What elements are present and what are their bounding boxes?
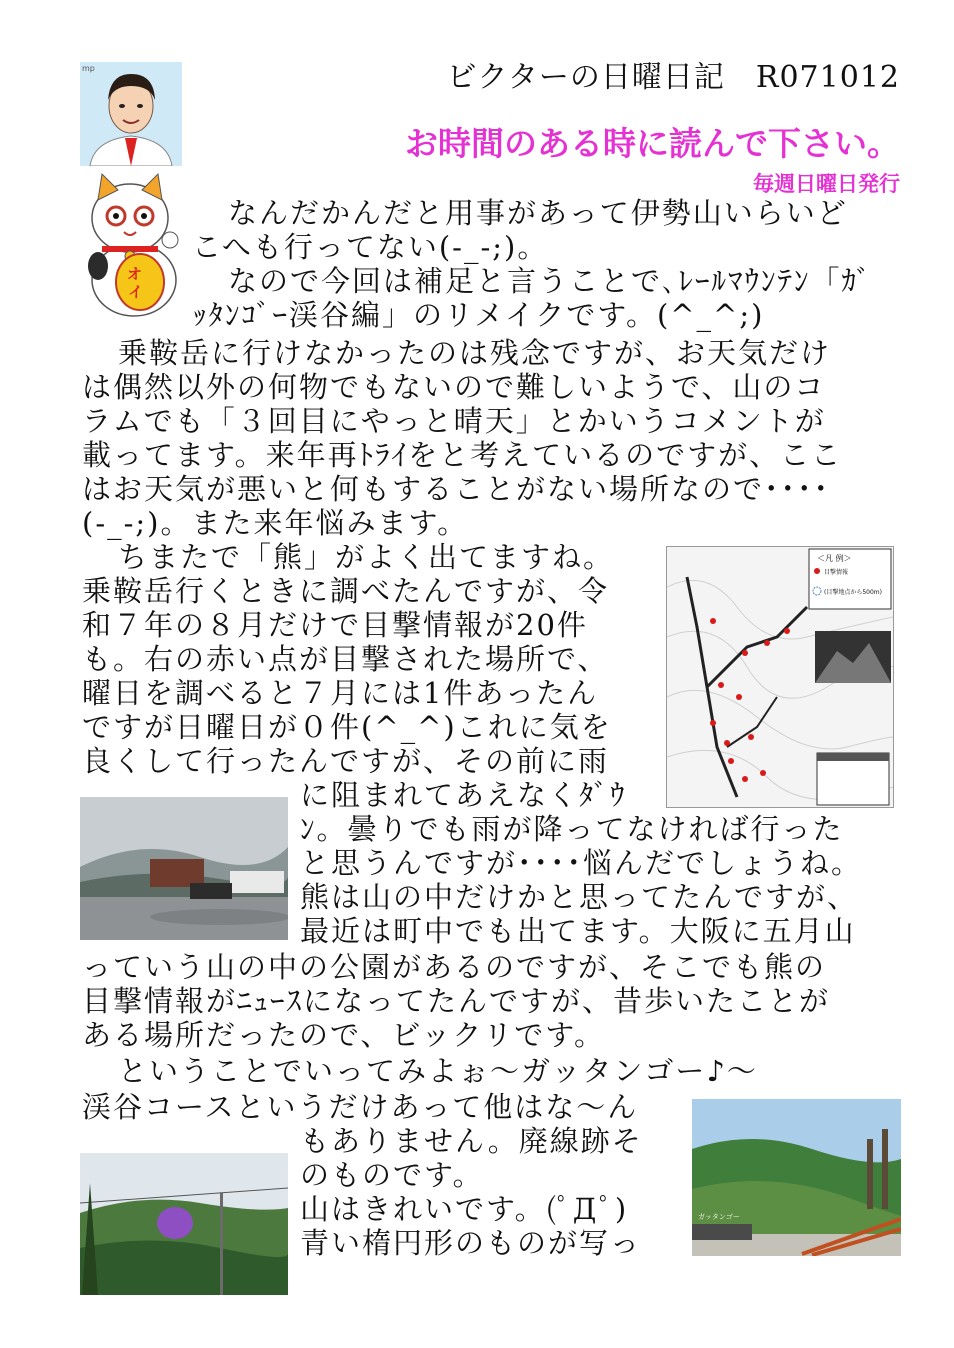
svg-text:イ: イ xyxy=(128,283,144,301)
photo-cloudy-parking-lot xyxy=(80,797,288,940)
text-line-15: 曜日を調べると７月には1件あったん xyxy=(82,676,599,710)
maneki-neko-illustration xyxy=(80,170,188,318)
text-line-23: っていう山の中の公園があるのですが、そこでも熊の xyxy=(82,950,827,984)
text-line-13: 和７年の８月だけで目撃情報が20件 xyxy=(82,608,588,642)
text-line-19: ﾝ。曇りでも雨が降ってなければ行った xyxy=(300,812,844,846)
text-line-14: も。右の赤い点が目撃された場所で、 xyxy=(82,642,609,676)
text-line-31: 青い楕円形のものが写っ xyxy=(300,1226,642,1260)
photo-sign-text: ガッタンゴー xyxy=(698,1213,740,1221)
photo-rail-bike-track xyxy=(692,1099,901,1256)
page-title: ビクターの日曜日記 R071012 xyxy=(446,60,900,95)
text-line-22: 最近は町中でも出てます。大阪に五月山 xyxy=(300,914,856,948)
text-line-20: と思うんですが････悩んだでしょうね。 xyxy=(300,846,863,880)
svg-text:オ: オ xyxy=(127,265,143,283)
text-line-21: 熊は山の中だけかと思ってたんですが、 xyxy=(300,880,859,914)
text-line-30: 山はきれいです。(ﾟДﾟ) xyxy=(300,1192,629,1226)
text-line-10: (-_-;)。また来年悩みます。 xyxy=(82,506,469,540)
text-line-28: もありません。廃線跡そ xyxy=(300,1124,643,1158)
text-line-1: なんだかんだと用事があって伊勢山いらいど xyxy=(228,196,848,230)
text-line-25: ある場所だったので、ビックリです。 xyxy=(82,1018,605,1052)
map-legend-item-1: 目撃情報 xyxy=(824,569,849,576)
text-line-11: ちまたで「熊」がよく出てますね。 xyxy=(118,540,615,574)
text-line-26: ということでいってみよぉ～ガッタンゴー♪～ xyxy=(118,1054,758,1088)
text-line-29: のものです。 xyxy=(300,1158,484,1192)
text-line-17: 良くして行ったんですが、その前に雨 xyxy=(82,744,610,778)
svg-text:mp: mp xyxy=(82,64,95,73)
text-line-6: は偶然以外の何物でもないので難しいようで、山のコ xyxy=(82,370,826,404)
photo-mountain-forest xyxy=(80,1153,288,1295)
map-legend-title: ＜凡 例＞ xyxy=(817,554,852,563)
author-avatar xyxy=(80,62,182,166)
text-line-16: ですが日曜日が０件(^_^)これに気を xyxy=(82,710,612,744)
text-line-18: に阻まれてあえなくﾀﾞｳ xyxy=(300,778,627,812)
text-line-5: 乗鞍岳に行けなかったのは残念ですが、お天気だけ xyxy=(118,336,832,370)
subtitle: お時間のある時に読んで下さい。 xyxy=(405,124,900,163)
text-line-4: ｯﾀﾝｺﾞｰ渓谷編」のリメイクです。(^_^;) xyxy=(192,298,765,332)
bear-sighting-map xyxy=(666,546,894,808)
text-line-2: こへも行ってない(-_-;)。 xyxy=(192,230,549,264)
weekly-note: 毎週日曜日発行 xyxy=(753,172,900,196)
map-legend-item-2: (目撃地点から500m) xyxy=(824,589,882,596)
text-line-27: 渓谷コースというだけあって他はな～ん xyxy=(82,1090,639,1124)
text-line-24: 目撃情報がﾆｭｰｽになってたんですが、昔歩いたことが xyxy=(82,984,831,1018)
text-line-7: ラムでも「３回目にやっと晴天」とかいうコメントが xyxy=(82,404,826,438)
text-line-3: なので今回は補足と言うことで､ﾚｰﾙﾏｳﾝﾃﾝ「ｶﾞ xyxy=(228,264,873,298)
text-line-12: 乗鞍岳行くときに調べたんですが、令 xyxy=(82,574,610,608)
text-line-9: はお天気が悪いと何もすることがない場所なので････ xyxy=(82,472,831,506)
text-line-8: 載ってます。来年再ﾄﾗｲをと考えているのですが、ここ xyxy=(82,438,843,472)
